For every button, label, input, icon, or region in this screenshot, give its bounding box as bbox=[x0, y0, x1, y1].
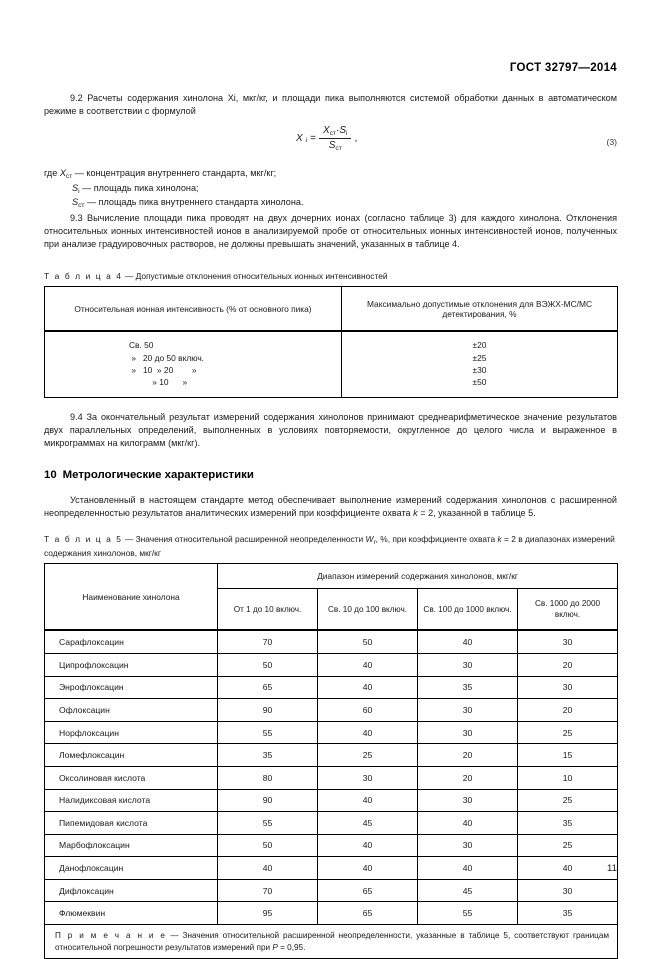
uncertainty-value: 70 bbox=[218, 630, 318, 653]
table-4-title: Допустимые отклонения относительных ионных интенсивностей bbox=[135, 271, 388, 282]
where-line-3 bbox=[44, 196, 617, 211]
uncertainty-value: 25 bbox=[518, 721, 618, 744]
where-prefix: где bbox=[44, 168, 60, 179]
table-row bbox=[45, 766, 618, 789]
quinolone-name: Оксолиновая кислота bbox=[45, 766, 218, 789]
uncertainty-value: 40 bbox=[318, 789, 418, 812]
table-5-header-range-2: Св. 10 до 100 включ. bbox=[318, 589, 418, 631]
table-5-title-part1: Значения относительной расширенной неопределенности bbox=[135, 534, 366, 545]
table-5-note-part1: Значения относительной расширенной неопределенности, указанные в таблице 5, соответствуют границам относительной погрешности результатов измерений при bbox=[55, 931, 610, 952]
table-4-range-3: » 10 » 20 » bbox=[129, 365, 197, 376]
numerator-sub-1: ст bbox=[329, 130, 336, 138]
uncertainty-value: 55 bbox=[218, 721, 318, 744]
table-4-value-1: ±20 bbox=[472, 340, 487, 351]
where-definitions bbox=[44, 167, 617, 211]
clause-9-3-text: 9.3 Вычисление площади пика проводят на двух дочерних ионах (согласно таблице 3) для каждого хинолона. Отклонения относительных ионных интенсивностей ионов в анализируемой пробе от относительных ионных интенсивностей ионов, полученных при анализе градуировочных растворов, не должны превышать значений, указанных в таблице 4. bbox=[44, 212, 617, 250]
uncertainty-value: 95 bbox=[218, 902, 318, 925]
uncertainty-value: 65 bbox=[218, 676, 318, 699]
table-4-deviation-cell bbox=[342, 331, 618, 397]
table-5-body bbox=[45, 630, 618, 958]
numerator-sub-2: i bbox=[346, 130, 348, 138]
table-4-value-3: ±30 bbox=[472, 365, 487, 376]
table-4-caption bbox=[44, 270, 617, 282]
uncertainty-value: 40 bbox=[418, 857, 518, 880]
formula-trailing-comma: , bbox=[354, 132, 358, 144]
section-10-paragraph bbox=[44, 494, 617, 520]
table-4-dash: — bbox=[122, 271, 136, 282]
uncertainty-value: 80 bbox=[218, 766, 318, 789]
uncertainty-value: 40 bbox=[218, 857, 318, 880]
quinolone-name: Флюмеквин bbox=[45, 902, 218, 925]
table-5-note-part2: = 0,95. bbox=[277, 942, 306, 952]
table-4-range-1: Св. 50 bbox=[129, 340, 154, 351]
section-10-number: 10 bbox=[44, 469, 57, 482]
table-row bbox=[45, 857, 618, 880]
table-4 bbox=[44, 286, 618, 398]
uncertainty-value: 20 bbox=[518, 699, 618, 722]
uncertainty-value: 55 bbox=[218, 812, 318, 835]
table-5-k-symbol: k bbox=[497, 534, 502, 545]
uncertainty-value: 20 bbox=[518, 653, 618, 676]
table-row bbox=[45, 812, 618, 835]
uncertainty-value: 45 bbox=[418, 879, 518, 902]
table-row bbox=[45, 744, 618, 767]
clause-9-2-paragraph bbox=[44, 92, 617, 118]
table-row bbox=[45, 834, 618, 857]
uncertainty-value: 55 bbox=[418, 902, 518, 925]
table-5-header-span: Диапазон измерений содержания хинолонов, мкг/кг bbox=[218, 564, 618, 589]
formula-fraction bbox=[319, 125, 351, 151]
table-4-header-intensity: Относительная ионная интенсивность (% от основного пика) bbox=[45, 287, 342, 332]
table-row bbox=[45, 653, 618, 676]
denominator-var: S bbox=[328, 139, 336, 151]
uncertainty-value: 90 bbox=[218, 699, 318, 722]
uncertainty-value: 35 bbox=[518, 902, 618, 925]
where-line-1 bbox=[44, 167, 617, 182]
table-row bbox=[45, 721, 618, 744]
clause-9-4-text: 9.4 За окончательный результат измерений содержания хинолонов принимают среднеарифметическое значение результатов двух параллельных определений, выполненных в условиях повторяемости, округленное до целого числа и выраженное в микрограммах на килограмм (мкг/кг). bbox=[44, 411, 617, 449]
formula-equals: = bbox=[310, 132, 316, 144]
page-number: 11 bbox=[607, 863, 617, 874]
table-4-label: Т а б л и ц а 4 bbox=[44, 271, 123, 282]
uncertainty-value: 20 bbox=[418, 744, 518, 767]
table-5-note-dash: — bbox=[166, 931, 183, 941]
uncertainty-value: 90 bbox=[218, 789, 318, 812]
table-4-range-4: » 10 » bbox=[129, 377, 188, 388]
uncertainty-value: 10 bbox=[518, 766, 618, 789]
table-5-header-range-3: Св. 100 до 1000 включ. bbox=[418, 589, 518, 631]
section-10-text-part2: = 2, указанной в таблице 5. bbox=[417, 508, 536, 519]
table-5-note-label: П р и м е ч а н и е bbox=[55, 931, 167, 941]
uncertainty-value: 50 bbox=[218, 834, 318, 857]
formula-numerator bbox=[319, 125, 351, 139]
clause-9-3-paragraph bbox=[44, 212, 617, 251]
table-5-note bbox=[45, 925, 618, 959]
uncertainty-value: 35 bbox=[418, 676, 518, 699]
uncertainty-value: 65 bbox=[318, 879, 418, 902]
where-sub-1: ст bbox=[65, 173, 73, 181]
page-content bbox=[44, 92, 617, 959]
where-text-3: — площадь пика внутреннего стандарта хинолона. bbox=[84, 197, 304, 208]
uncertainty-value: 60 bbox=[318, 699, 418, 722]
table-row bbox=[45, 879, 618, 902]
uncertainty-value: 20 bbox=[418, 766, 518, 789]
uncertainty-value: 30 bbox=[418, 699, 518, 722]
numerator-dot: · bbox=[335, 125, 340, 137]
table-5-header-range-1: От 1 до 10 включ. bbox=[218, 589, 318, 631]
uncertainty-value: 45 bbox=[318, 812, 418, 835]
where-var-1: X bbox=[59, 168, 66, 179]
section-10-k-symbol: k bbox=[413, 508, 418, 519]
where-var-2: S bbox=[72, 182, 79, 193]
uncertainty-value: 30 bbox=[518, 676, 618, 699]
table-4-intensity-cell bbox=[45, 331, 342, 397]
where-text-2: — площадь пика хинолона; bbox=[79, 182, 199, 193]
quinolone-name: Энрофлоксацин bbox=[45, 676, 218, 699]
uncertainty-value: 50 bbox=[218, 653, 318, 676]
clause-9-4-paragraph bbox=[44, 411, 617, 450]
formula-denominator bbox=[325, 139, 346, 152]
uncertainty-value: 30 bbox=[518, 630, 618, 653]
table-5-note-p-symbol: P bbox=[272, 942, 278, 952]
table-5-w-symbol: W bbox=[365, 534, 374, 545]
uncertainty-value: 70 bbox=[218, 879, 318, 902]
quinolone-name: Пипемидовая кислота bbox=[45, 812, 218, 835]
quinolone-name: Дифлоксацин bbox=[45, 879, 218, 902]
table-5-caption bbox=[44, 533, 617, 559]
uncertainty-value: 40 bbox=[318, 721, 418, 744]
where-text-1: — концентрация внутреннего стандарта, мкг/кг; bbox=[72, 168, 277, 179]
where-sub-3: ст bbox=[78, 202, 85, 210]
section-10-heading bbox=[44, 469, 617, 481]
table-row bbox=[45, 331, 618, 397]
table-4-value-2: ±25 bbox=[472, 352, 487, 363]
table-row bbox=[45, 902, 618, 925]
formula-3-block bbox=[44, 125, 617, 161]
uncertainty-value: 40 bbox=[418, 630, 518, 653]
table-5-title-part2: , %, при коэффициенте охвата bbox=[375, 534, 498, 545]
uncertainty-value: 15 bbox=[518, 744, 618, 767]
table-5-label: Т а б л и ц а 5 bbox=[44, 534, 123, 545]
formula-3 bbox=[296, 125, 357, 151]
section-10-text-part1: Установленный в настоящем стандарте метод обеспечивает выполнение измерений содержания хинолонов с расширенной неопределенностью результатов аналитических измерений при коэффициенте охвата bbox=[44, 495, 617, 519]
uncertainty-value: 35 bbox=[518, 812, 618, 835]
table-5-title-part3: = 2 в диапазонах измерений содержания хинолонов, мкг/кг bbox=[44, 534, 615, 559]
table-5-note-row bbox=[45, 925, 618, 959]
uncertainty-value: 40 bbox=[318, 676, 418, 699]
table-5 bbox=[44, 563, 618, 959]
table-4-header-row bbox=[45, 287, 618, 332]
quinolone-name: Ломефлоксацин bbox=[45, 744, 218, 767]
table-4-value-4: ±50 bbox=[472, 377, 487, 388]
where-var-3: S bbox=[72, 197, 79, 208]
uncertainty-value: 40 bbox=[318, 834, 418, 857]
section-10-title: Метрологические характеристики bbox=[62, 469, 254, 482]
quinolone-name: Ципрофлоксацин bbox=[45, 653, 218, 676]
table-5-header-row-top bbox=[45, 564, 618, 589]
quinolone-name: Офлоксацин bbox=[45, 699, 218, 722]
table-row bbox=[45, 630, 618, 653]
quinolone-name: Марбофлоксацин bbox=[45, 834, 218, 857]
denominator-sub: ст bbox=[335, 144, 342, 152]
uncertainty-value: 30 bbox=[518, 879, 618, 902]
table-5-dash: — bbox=[122, 534, 136, 545]
table-5-w-subscript: r bbox=[373, 539, 376, 547]
table-5-header-name: Наименование хинолона bbox=[45, 564, 218, 631]
numerator-var-2: S bbox=[339, 125, 346, 137]
uncertainty-value: 40 bbox=[318, 653, 418, 676]
table-5-header-range-4: Св. 1000 до 2000 включ. bbox=[518, 589, 618, 631]
formula-number: (3) bbox=[606, 137, 617, 148]
uncertainty-value: 50 bbox=[318, 630, 418, 653]
uncertainty-value: 65 bbox=[318, 902, 418, 925]
uncertainty-value: 30 bbox=[418, 653, 518, 676]
uncertainty-value: 35 bbox=[218, 744, 318, 767]
uncertainty-value: 30 bbox=[418, 834, 518, 857]
quinolone-name: Сарафлоксацин bbox=[45, 630, 218, 653]
quinolone-name: Налидиксовая кислота bbox=[45, 789, 218, 812]
table-row bbox=[45, 676, 618, 699]
uncertainty-value: 40 bbox=[518, 857, 618, 880]
quinolone-name: Данофлоксацин bbox=[45, 857, 218, 880]
quinolone-name: Норфлоксацин bbox=[45, 721, 218, 744]
table-row bbox=[45, 789, 618, 812]
numerator-var-1: X bbox=[322, 125, 330, 137]
uncertainty-value: 30 bbox=[418, 721, 518, 744]
table-row bbox=[45, 699, 618, 722]
clause-9-2-text: 9.2 Расчеты содержания хинолона Xi, мкг/кг, и площади пика выполняются системой обработки данных в автоматическом режиме в соответствии с формулой bbox=[44, 93, 617, 117]
where-sub-2: i bbox=[78, 187, 80, 195]
uncertainty-value: 25 bbox=[518, 789, 618, 812]
uncertainty-value: 30 bbox=[318, 766, 418, 789]
document-header: ГОСТ 32797—2014 bbox=[509, 62, 617, 74]
table-4-header-deviation: Максимально допустимые отклонения для ВЭЖХ-МС/МС детектирования, % bbox=[342, 287, 618, 332]
uncertainty-value: 30 bbox=[418, 789, 518, 812]
uncertainty-value: 25 bbox=[518, 834, 618, 857]
formula-lhs-subscript: i bbox=[305, 136, 308, 144]
uncertainty-value: 25 bbox=[318, 744, 418, 767]
uncertainty-value: 40 bbox=[418, 812, 518, 835]
where-line-2 bbox=[44, 182, 617, 197]
table-4-range-2: » 20 до 50 включ. bbox=[129, 352, 205, 363]
uncertainty-value: 40 bbox=[318, 857, 418, 880]
formula-lhs: X bbox=[296, 132, 303, 144]
